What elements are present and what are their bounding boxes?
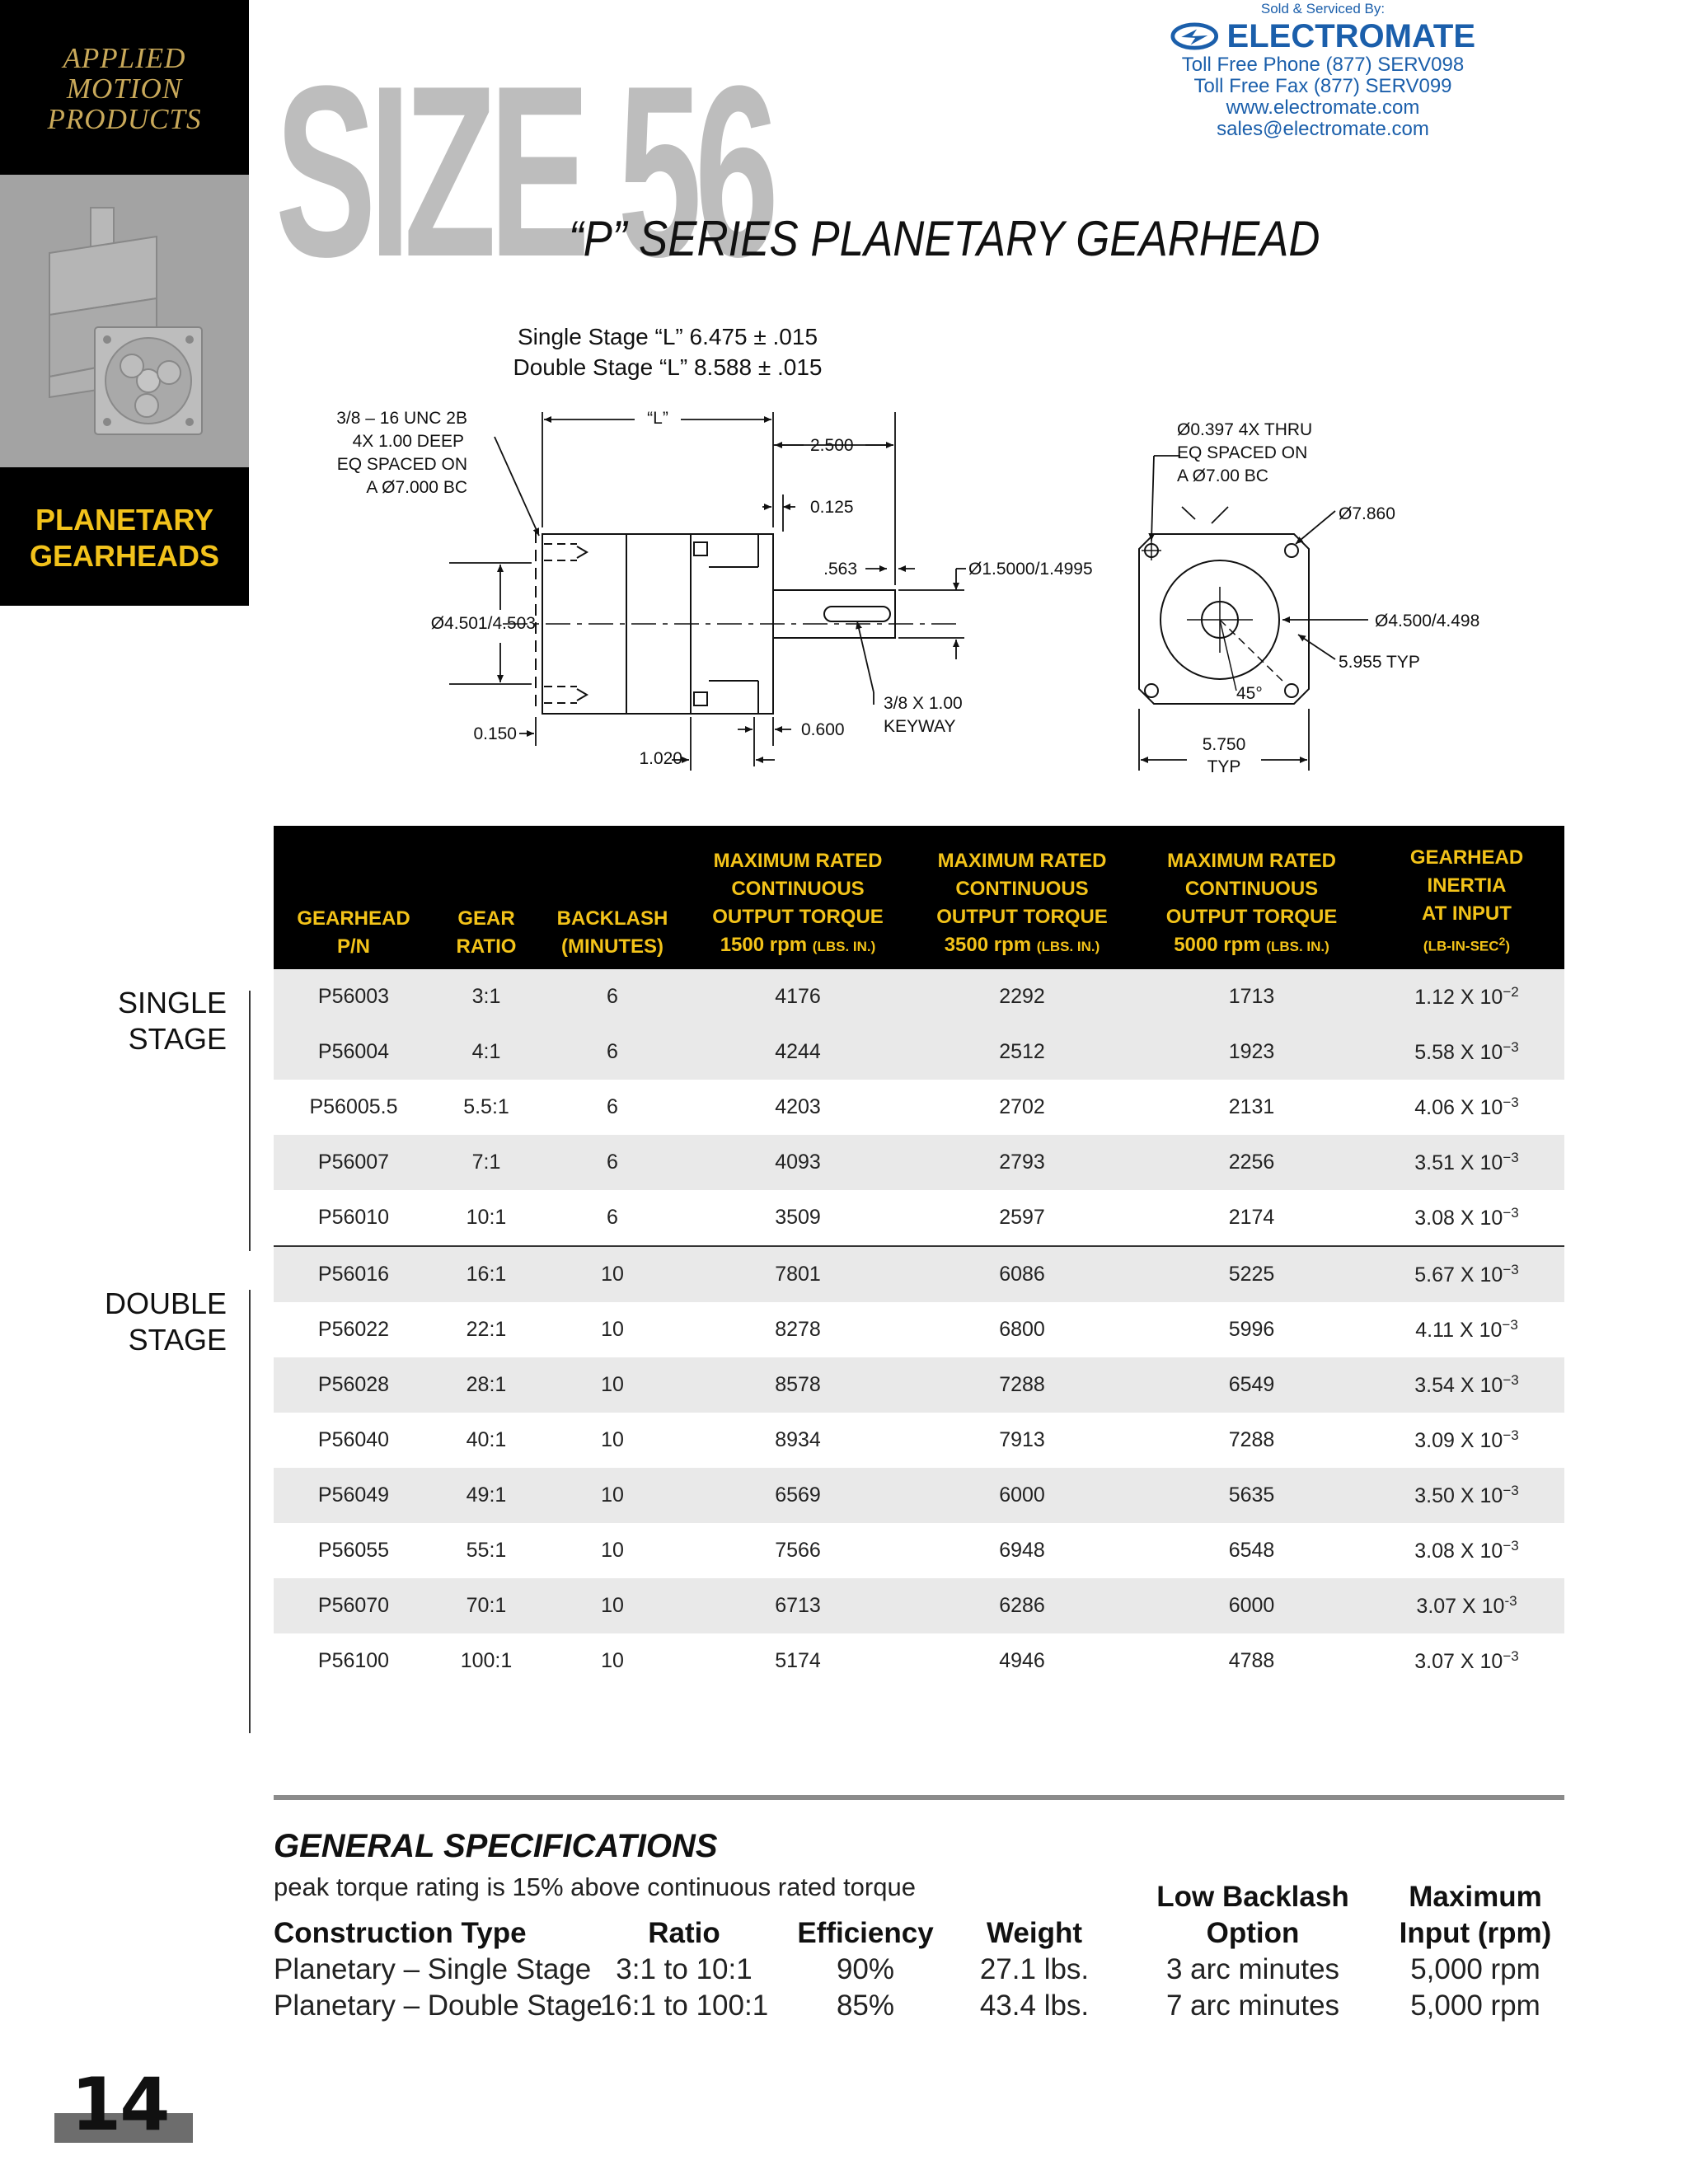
gs-weight-cell: 43.4 lbs.	[979, 1990, 1090, 2022]
inertia-cell	[1369, 1413, 1564, 1468]
gear-ratio-cell: 70:1	[434, 1578, 539, 1633]
inertia-value: 3.08 X 10	[1414, 1206, 1503, 1230]
table-row	[274, 1024, 1564, 1080]
single-stage-line-2: STAGE	[128, 1022, 227, 1056]
part-number-cell: P56016	[274, 1246, 434, 1302]
inertia-value: 4.11 X 10	[1415, 1318, 1503, 1342]
brand-line-3: PRODUCTS	[47, 103, 202, 135]
dealer-email[interactable]: sales@electromate.com	[1217, 118, 1429, 140]
inertia-value: 3.07 X 10	[1416, 1594, 1505, 1618]
inertia-value: 1.12 X 10	[1414, 985, 1503, 1009]
hole-note-3: A Ø7.00 BC	[1177, 466, 1268, 485]
torque-1500-cell: 6713	[686, 1578, 910, 1633]
gear-ratio-cell: 40:1	[466, 1427, 507, 1451]
inertia-cell	[1369, 1080, 1564, 1135]
thread-note-3: EQ SPACED ON	[336, 455, 467, 474]
keyway-note-2: KEYWAY	[884, 717, 956, 736]
single-stage-bracket	[249, 991, 251, 1251]
torque-1500-cell: 6569	[686, 1468, 910, 1523]
general-specs-title: GENERAL SPECIFICATIONS	[274, 1828, 718, 1864]
table-header-row	[274, 826, 1564, 969]
col-header-gear-ratio: GEAR RATIO	[434, 826, 539, 969]
backlash-cell: 10	[601, 1538, 624, 1562]
torque-3500-cell: 6086	[910, 1246, 1134, 1302]
table-row	[274, 1080, 1564, 1135]
part-number-cell: P56004	[274, 1024, 434, 1080]
backlash-cell: 6	[607, 1094, 618, 1118]
inertia-cell	[1369, 1578, 1564, 1633]
double-stage-length: Double Stage “L” 8.588 ± .015	[513, 354, 823, 380]
col-header-part-number: GEARHEAD P/N	[274, 826, 434, 969]
dim-4500: Ø4.500/4.498	[1375, 612, 1480, 630]
col-header-inertia: GEARHEAD INERTIA AT INPUT (LB-IN-SEC$^2$)	[1369, 826, 1564, 969]
torque-3500-cell: 2793	[910, 1135, 1134, 1190]
dim-1020: 1.020	[639, 749, 682, 768]
dealer-phone: Toll Free Phone (877) SERV098	[1181, 54, 1465, 76]
torque-1500-cell: 4244	[686, 1024, 910, 1080]
inertia-cell	[1369, 1135, 1564, 1190]
table-row	[274, 969, 1564, 1024]
backlash-cell: 10	[539, 1357, 686, 1413]
inertia-exponent: −2	[1503, 983, 1519, 1000]
part-number-cell: P56010	[317, 1205, 390, 1229]
part-number-cell: P56040	[317, 1427, 390, 1451]
gear-ratio-cell: 49:1	[434, 1468, 539, 1523]
gear-ratio-cell: 28:1	[434, 1357, 539, 1413]
dim-shaft-diameter: Ø1.5000/1.4995	[968, 560, 1093, 579]
dim-0125: 0.125	[810, 498, 854, 517]
torque-3500-cell: 6286	[910, 1578, 1134, 1633]
table-row	[274, 1190, 1564, 1246]
torque-1500-cell: 5174	[775, 1648, 821, 1672]
part-number-cell: P56022	[317, 1317, 390, 1341]
torque-3500-cell: 2512	[910, 1024, 1134, 1080]
torque-5000-cell: 5635	[1134, 1468, 1369, 1523]
series-title: “P” SERIES PLANETARY GEARHEAD	[569, 211, 1320, 266]
backlash-cell: 6	[539, 1024, 686, 1080]
torque-1500-cell: 4176	[686, 969, 910, 1024]
double-stage-line-2: STAGE	[128, 1323, 227, 1357]
gs-header-max-input: Maximum Input (rpm)	[1399, 1881, 1552, 1949]
dim-pilot-diameter: Ø4.501/4.503	[430, 614, 536, 633]
col-header-torque-3500: MAXIMUM RATED CONTINUOUS OUTPUT TORQUE 3500 rpm (LBS. IN.)	[910, 826, 1134, 969]
gs-construction-cell: Planetary – Double Stage	[274, 1990, 603, 2022]
category-line-1: PLANETARY	[35, 503, 213, 537]
inertia-exponent: −3	[1503, 1537, 1519, 1554]
part-number-cell: P56055	[317, 1538, 390, 1562]
brand-line-2: MOTION	[66, 73, 183, 105]
torque-3500-cell: 2292	[910, 969, 1134, 1024]
dim-5750: 5.750	[1202, 735, 1246, 754]
gear-ratio-cell: 22:1	[466, 1317, 507, 1341]
torque-5000-cell: 4788	[1228, 1648, 1275, 1672]
inertia-value: 3.07 X 10	[1414, 1649, 1503, 1673]
torque-1500-cell: 4093	[686, 1135, 910, 1190]
keyway-note-1: 3/8 X 1.00	[884, 694, 963, 713]
front-view-drawing	[1139, 534, 1309, 704]
gs-construction-cell: Planetary – Single Stage	[274, 1953, 592, 1985]
thread-note-1: 3/8 – 16 UNC 2B	[336, 409, 467, 428]
gs-header-weight: Weight	[986, 1917, 1082, 1949]
table-row	[274, 1578, 1564, 1633]
table-row	[274, 1633, 1564, 1689]
dimension-drawings	[0, 0, 1688, 824]
torque-5000-cell: 2131	[1228, 1094, 1275, 1118]
single-stage-label	[12, 985, 227, 1057]
table-row	[274, 1302, 1564, 1357]
inertia-cell	[1369, 1024, 1564, 1080]
torque-5000-cell: 6548	[1228, 1538, 1275, 1562]
page-number-text: 14	[71, 2062, 169, 2147]
gear-ratio-cell: 10:1	[466, 1205, 507, 1229]
torque-3500-cell: 7288	[910, 1357, 1134, 1413]
dim-2500: 2.500	[810, 436, 854, 455]
double-stage-line-1: DOUBLE	[104, 1286, 227, 1320]
torque-3500-cell: 6948	[999, 1538, 1045, 1562]
inertia-value: 5.58 X 10	[1414, 1040, 1503, 1064]
torque-1500-cell: 8278	[775, 1317, 821, 1341]
backlash-cell: 10	[539, 1246, 686, 1302]
torque-5000-cell: 6000	[1134, 1578, 1369, 1633]
hole-note-2: EQ SPACED ON	[1177, 443, 1308, 462]
dim-5955: 5.955 TYP	[1339, 653, 1420, 672]
torque-1500-cell: 8934	[775, 1427, 821, 1451]
side-view-drawing	[503, 532, 956, 714]
part-number-cell: P56049	[274, 1468, 434, 1523]
size-heading: SIZE 56	[275, 35, 772, 307]
col-header-torque-5000: MAXIMUM RATED CONTINUOUS OUTPUT TORQUE 5000 rpm (LBS. IN.)	[1134, 826, 1369, 969]
part-number-cell: P56070	[274, 1578, 434, 1633]
table-row	[274, 1135, 1564, 1190]
double-stage-bracket	[249, 1290, 251, 1733]
inertia-cell	[1369, 1190, 1564, 1246]
gs-efficiency-cell: 90%	[836, 1953, 895, 1985]
backlash-cell: 6	[607, 1205, 618, 1229]
table-row	[274, 1413, 1564, 1468]
dim-0600: 0.600	[801, 720, 845, 739]
torque-3500-cell: 7913	[999, 1427, 1045, 1451]
inertia-cell	[1369, 1523, 1564, 1578]
gs-ratio-cell: 16:1 to 100:1	[599, 1990, 769, 2022]
dealer-company: ELECTROMATE	[1226, 17, 1475, 54]
gear-ratio-cell: 5.5:1	[463, 1094, 509, 1118]
torque-5000-cell: 2256	[1134, 1135, 1369, 1190]
dealer-sold-by: Sold & Serviced By:	[1260, 1, 1386, 16]
inertia-exponent: −3	[1503, 1204, 1519, 1221]
inertia-exponent: −3	[1503, 1482, 1519, 1498]
hole-note-1: Ø0.397 4X THRU	[1177, 420, 1313, 439]
gearhead-spec-table	[274, 826, 1564, 1689]
torque-1500-cell: 3509	[775, 1205, 821, 1229]
table-row	[274, 1468, 1564, 1523]
inertia-value: 3.50 X 10	[1414, 1483, 1503, 1507]
inertia-value: 3.54 X 10	[1414, 1373, 1503, 1397]
inertia-exponent: −3	[1503, 1261, 1519, 1277]
torque-1500-cell: 8578	[686, 1357, 910, 1413]
torque-5000-cell: 7288	[1228, 1427, 1275, 1451]
gs-weight-cell: 27.1 lbs.	[979, 1953, 1090, 1985]
gear-ratio-cell: 55:1	[466, 1538, 507, 1562]
general-specs-rule	[274, 1795, 1564, 1800]
gs-header-efficiency: Efficiency	[797, 1917, 934, 1949]
inertia-exponent: −3	[1503, 1038, 1519, 1055]
torque-5000-cell: 5225	[1134, 1246, 1369, 1302]
backlash-cell: 10	[539, 1578, 686, 1633]
torque-5000-cell: 1713	[1134, 969, 1369, 1024]
thread-note-2: 4X 1.00 DEEP	[352, 432, 464, 451]
torque-3500-cell: 4946	[999, 1648, 1045, 1672]
dim-0150: 0.150	[473, 724, 517, 743]
backlash-cell: 10	[601, 1427, 624, 1451]
inertia-cell	[1369, 1246, 1564, 1302]
brand-line-1: APPLIED	[63, 42, 186, 74]
part-number-cell: P56003	[274, 969, 434, 1024]
dim-7860: Ø7.860	[1339, 504, 1395, 523]
gs-backlash-cell: 3 arc minutes	[1165, 1953, 1340, 1985]
single-stage-line-1: SINGLE	[117, 986, 227, 1019]
torque-3500-cell: 6800	[999, 1317, 1045, 1341]
inertia-exponent: −3	[1503, 1647, 1519, 1664]
gs-max-input-cell: 5,000 rpm	[1410, 1990, 1540, 2022]
part-number-cell: P56007	[274, 1135, 434, 1190]
torque-5000-cell: 5996	[1228, 1317, 1275, 1341]
part-number-cell: P56100	[317, 1648, 390, 1672]
torque-3500-cell: 6000	[910, 1468, 1134, 1523]
inertia-exponent: −3	[1503, 1371, 1519, 1388]
torque-1500-cell: 7801	[686, 1246, 910, 1302]
torque-5000-cell: 6549	[1134, 1357, 1369, 1413]
col-header-torque-1500: MAXIMUM RATED CONTINUOUS OUTPUT TORQUE 1500 rpm (LBS. IN.)	[686, 826, 910, 969]
gs-efficiency-cell: 85%	[836, 1990, 895, 2022]
gs-header-backlash: Low Backlash Option	[1156, 1881, 1349, 1949]
backlash-cell: 10	[539, 1468, 686, 1523]
inertia-value: 3.51 X 10	[1414, 1151, 1503, 1174]
backlash-cell: 6	[539, 1135, 686, 1190]
table-row	[274, 1357, 1564, 1413]
inertia-cell	[1369, 1302, 1564, 1357]
category-line-2: GEARHEADS	[29, 539, 220, 573]
torque-3500-cell: 2597	[999, 1205, 1045, 1229]
inertia-cell	[1369, 969, 1564, 1024]
inertia-exponent: −3	[1503, 1149, 1519, 1165]
part-number-cell: P56005.5	[309, 1094, 398, 1118]
dim-5750-typ: TYP	[1207, 757, 1241, 776]
torque-5000-cell: 1923	[1134, 1024, 1369, 1080]
inertia-exponent: -3	[1504, 1592, 1517, 1609]
gs-backlash-cell: 7 arc minutes	[1165, 1990, 1340, 2022]
inertia-value: 4.06 X 10	[1414, 1095, 1503, 1119]
inertia-exponent: −3	[1502, 1316, 1518, 1333]
gear-ratio-cell: 7:1	[434, 1135, 539, 1190]
single-stage-length: Single Stage “L” 6.475 ± .015	[517, 324, 818, 349]
table-row	[274, 1523, 1564, 1578]
page-number	[54, 2062, 193, 2147]
torque-3500-cell: 2702	[999, 1094, 1045, 1118]
dealer-fax: Toll Free Fax (877) SERV099	[1193, 75, 1452, 97]
angle-label: 45°	[1236, 684, 1263, 703]
torque-1500-cell: 4203	[775, 1094, 821, 1118]
gear-ratio-cell: 100:1	[460, 1648, 513, 1672]
inertia-cell	[1369, 1357, 1564, 1413]
torque-5000-cell: 2174	[1228, 1205, 1275, 1229]
part-number-cell: P56028	[274, 1357, 434, 1413]
gs-max-input-cell: 5,000 rpm	[1410, 1953, 1540, 1985]
torque-1500-cell: 7566	[775, 1538, 821, 1562]
inertia-exponent: −3	[1503, 1094, 1519, 1110]
front-view-labels	[1177, 420, 1479, 776]
gs-ratio-cell: 3:1 to 10:1	[616, 1953, 753, 1985]
inertia-cell	[1369, 1633, 1564, 1689]
table-row	[274, 1246, 1564, 1302]
gs-header-construction: Construction Type	[274, 1917, 527, 1949]
backlash-cell: 10	[601, 1648, 624, 1672]
gs-header-ratio: Ratio	[648, 1917, 720, 1949]
backlash-cell: 10	[601, 1317, 624, 1341]
gear-ratio-cell: 3:1	[434, 969, 539, 1024]
double-stage-label	[12, 1286, 227, 1358]
front-view-dimensions	[1139, 456, 1368, 771]
inertia-value: 3.09 X 10	[1414, 1428, 1503, 1452]
l-dimension-label: “L”	[647, 409, 668, 428]
dealer-website[interactable]: www.electromate.com	[1226, 96, 1420, 119]
inertia-value: 3.08 X 10	[1414, 1539, 1503, 1563]
inertia-cell	[1369, 1468, 1564, 1523]
inertia-value: 5.67 X 10	[1414, 1263, 1503, 1286]
general-specs-note: peak torque rating is 15% above continuous rated torque	[274, 1872, 916, 1901]
gear-ratio-cell: 16:1	[434, 1246, 539, 1302]
thread-note-4: A Ø7.000 BC	[366, 478, 467, 497]
dim-563: .563	[823, 560, 857, 579]
col-header-backlash: BACKLASH (MINUTES)	[539, 826, 686, 969]
backlash-cell: 6	[539, 969, 686, 1024]
gear-ratio-cell: 4:1	[434, 1024, 539, 1080]
inertia-exponent: −3	[1503, 1427, 1519, 1443]
